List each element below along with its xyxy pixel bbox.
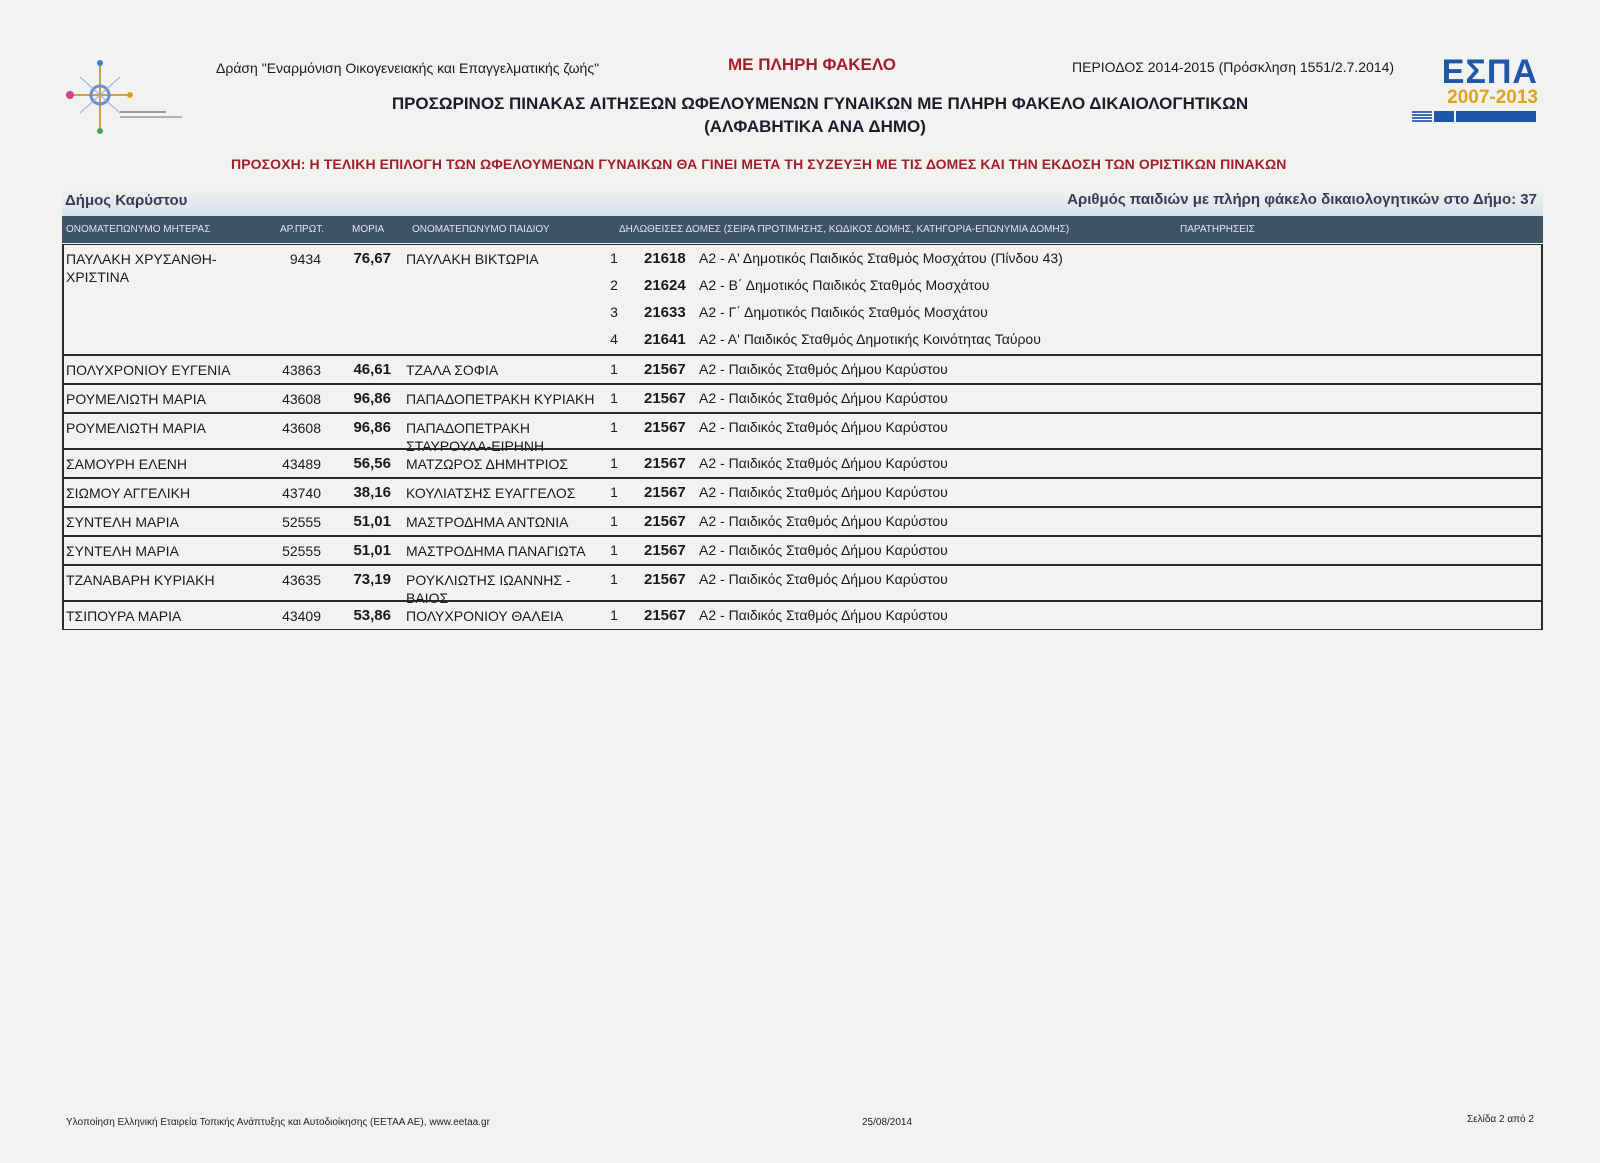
preference-order: 1 bbox=[610, 513, 618, 529]
footer-date: 25/08/2014 bbox=[862, 1117, 913, 1128]
protocol-number: 43608 bbox=[282, 420, 321, 436]
structure-code: 21567 bbox=[644, 390, 686, 407]
protocol-number: 43635 bbox=[282, 572, 321, 588]
structure-description: Α2 - Β΄ Δημοτικός Παιδικός Σταθμός Μοσχάτου bbox=[699, 277, 990, 293]
structure-code: 21624 bbox=[644, 277, 686, 294]
preference-order: 1 bbox=[610, 361, 618, 377]
period-text: ΠΕΡΙΟΔΟΣ 2014-2015 (Πρόσκληση 1551/2.7.2014) bbox=[1072, 59, 1395, 75]
table-row bbox=[62, 384, 1543, 413]
footer-implementer: Υλοποίηση Ελληνική Εταιρεία Τοπικής Ανάπτυξης και Αυτοδιοίκησης (ΕΕΤΑΑ ΑΕ), www.eetaa.gr bbox=[66, 1117, 490, 1128]
table-row bbox=[62, 244, 1543, 355]
preference-order: 1 bbox=[610, 607, 618, 623]
points-value: 76,67 bbox=[353, 250, 391, 267]
table-row bbox=[62, 601, 1543, 630]
points-value: 56,56 bbox=[353, 455, 391, 472]
col-points: ΜΟΡΙΑ bbox=[352, 224, 385, 235]
page-title bbox=[0, 92, 1600, 138]
structure-description: Α2 - Παιδικός Σταθμός Δήμου Καρύστου bbox=[699, 542, 948, 558]
preference-order: 1 bbox=[610, 419, 618, 435]
structure-description: Α2 - Παιδικός Σταθμός Δήμου Καρύστου bbox=[699, 571, 948, 587]
municipality-name: Δήμος Καρύστου bbox=[65, 192, 188, 209]
structure-description: Α2 - Παιδικός Σταθμός Δήμου Καρύστου bbox=[699, 419, 948, 435]
preference-order: 1 bbox=[610, 455, 618, 471]
structure-code: 21567 bbox=[644, 607, 686, 624]
structure-description: Α2 - Α' Παιδικός Σταθμός Δημοτικής Κοινότητας Ταύρου bbox=[699, 331, 1041, 347]
col-child: ΟΝΟΜΑΤΕΠΩΝΥΜΟ ΠΑΙΔΙΟΥ bbox=[412, 224, 550, 235]
structure-code: 21567 bbox=[644, 361, 686, 378]
preference-order: 1 bbox=[610, 571, 618, 587]
points-value: 96,86 bbox=[353, 390, 391, 407]
structure-description: Α2 - Γ΄ Δημοτικός Παιδικός Σταθμός Μοσχάτου bbox=[699, 304, 988, 320]
espa-years: 2007-2013 bbox=[1447, 87, 1538, 108]
structure-code: 21567 bbox=[644, 571, 686, 588]
mother-name: ΠΟΛΥΧΡΟΝΙΟΥ ΕΥΓΕΝΙΑ bbox=[66, 362, 231, 378]
structure-description: Α2 - Παιδικός Σταθμός Δήμου Καρύστου bbox=[699, 390, 948, 406]
structure-code: 21567 bbox=[644, 484, 686, 501]
mother-name: ΣΥΝΤΕΛΗ ΜΑΡΙΑ bbox=[66, 514, 179, 530]
structure-code: 21567 bbox=[644, 455, 686, 472]
child-name: ΜΑΤΖΩΡΟΣ ΔΗΜΗΤΡΙΟΣ bbox=[406, 456, 569, 472]
child-name: ΚΟΥΛΙΑΤΣΗΣ ΕΥΑΓΓΕΛΟΣ bbox=[406, 485, 576, 501]
warning-notice: ΠΡΟΣΟΧΗ: Η ΤΕΛΙΚΗ ΕΠΙΛΟΓΗ ΤΩΝ ΩΦΕΛΟΥΜΕΝΩΝ ΓΥΝΑΙΚΩΝ ΘΑ ΓΙΝΕΙ ΜΕΤΑ ΤΗ ΣΥΖΕΥΞΗ ΜΕ ΤΙΣ ΔΟΜΕΣ ΚΑΙ ΤΗΝ ΕΚΔΟΣΗ ΤΩΝ ΟΡΙΣΤΙΚΩΝ ΠΙΝΑΚΩΝ bbox=[231, 156, 1287, 172]
preference-order: 1 bbox=[610, 390, 618, 406]
mother-name: ΡΟΥΜΕΛΙΩΤΗ ΜΑΡΙΑ bbox=[66, 391, 206, 407]
col-mother: ΟΝΟΜΑΤΕΠΩΝΥΜΟ ΜΗΤΕΡΑΣ bbox=[66, 224, 211, 235]
title-line-1: ΠΡΟΣΩΡΙΝΟΣ ΠΙΝΑΚΑΣ ΑΙΤΗΣΕΩΝ ΩΦΕΛΟΥΜΕΝΩΝ ΓΥΝΑΙΚΩΝ ΜΕ ΠΛΗΡΗ ΦΑΚΕΛΟ ΔΙΚΑΙΟΛΟΓΗΤΙΚΩΝ bbox=[391, 94, 1249, 113]
child-name: ΤΖΑΛΑ ΣΟΦΙΑ bbox=[406, 362, 499, 378]
structure-description: Α2 - Παιδικός Σταθμός Δήμου Καρύστου bbox=[699, 361, 948, 377]
structure-code: 21567 bbox=[644, 542, 686, 559]
col-structures: ΔΗΛΩΘΕΙΣΕΣ ΔΟΜΕΣ (ΣΕΙΡΑ ΠΡΟΤΙΜΗΣΗΣ, ΚΩΔΙΚΟΣ ΔΟΜΗΣ, ΚΑΤΗΓΟΡΙΑ-ΕΠΩΝΥΜΙΑ ΔΟΜΗΣ) bbox=[619, 224, 1070, 235]
protocol-number: 52555 bbox=[282, 543, 321, 559]
mother-name: ΤΣΙΠΟΥΡΑ ΜΑΡΙΑ bbox=[66, 608, 182, 624]
structure-description: Α2 - Παιδικός Σταθμός Δήμου Καρύστου bbox=[699, 607, 948, 623]
protocol-number: 43740 bbox=[282, 485, 321, 501]
points-value: 96,86 bbox=[353, 419, 391, 436]
preference-order: 2 bbox=[610, 277, 618, 293]
mother-name: ΤΖΑΝΑΒΑΡΗ ΚΥΡΙΑΚΗ bbox=[66, 572, 215, 588]
structure-description: Α2 - Α' Δημοτικός Παιδικός Σταθμός Μοσχάτου (Πίνδου 43) bbox=[699, 250, 1063, 266]
preference-order: 1 bbox=[610, 542, 618, 558]
folder-title: ΜΕ ΠΛΗΡΗ ΦΑΚΕΛΟ bbox=[728, 55, 896, 74]
points-value: 73,19 bbox=[353, 571, 391, 588]
child-name: ΜΑΣΤΡΟΔΗΜΑ ΑΝΤΩΝΙΑ bbox=[406, 514, 569, 530]
children-count: Αριθμός παιδιών με πλήρη φάκελο δικαιολογητικών στο Δήμο: 37 bbox=[1067, 191, 1537, 208]
table-row bbox=[62, 536, 1543, 565]
footer-page-number: Σελίδα 2 από 2 bbox=[1467, 1114, 1534, 1125]
mother-name: ΠΑΥΛΑΚΗ ΧΡΥΣΑΝΘΗ-ΧΡΙΣΤΙΝΑ bbox=[66, 251, 217, 285]
structure-description: Α2 - Παιδικός Σταθμός Δήμου Καρύστου bbox=[699, 484, 948, 500]
title-line-2: (ΑΛΦΑΒΗΤΙΚΑ ΑΝΑ ΔΗΜΟ) bbox=[704, 117, 926, 136]
child-name: ΡΟΥΚΛΙΩΤΗΣ ΙΩΑΝΝΗΣ - ΒΑΙΟΣ bbox=[406, 572, 571, 606]
structure-code: 21618 bbox=[644, 250, 686, 267]
points-value: 46,61 bbox=[353, 361, 391, 378]
table-row bbox=[62, 449, 1543, 478]
table-row bbox=[62, 478, 1543, 507]
action-text: Δράση "Εναρμόνιση Οικογενειακής και Επαγγελματικής ζωής" bbox=[216, 60, 600, 76]
points-value: 38,16 bbox=[353, 484, 391, 501]
structure-code: 21567 bbox=[644, 419, 686, 436]
mother-name: ΣΙΩΜΟΥ ΑΓΓΕΛΙΚΗ bbox=[66, 485, 191, 501]
child-name: ΠΟΛΥΧΡΟΝΙΟΥ ΘΑΛΕΙΑ bbox=[406, 608, 564, 624]
table-row bbox=[62, 413, 1543, 454]
child-name: ΠΑΠΑΔΟΠΕΤΡΑΚΗ ΚΥΡΙΑΚΗ bbox=[406, 391, 595, 407]
col-notes: ΠΑΡΑΤΗΡΗΣΕΙΣ bbox=[1180, 224, 1255, 235]
preference-order: 3 bbox=[610, 304, 618, 320]
preference-order: 1 bbox=[610, 484, 618, 500]
protocol-number: 43489 bbox=[282, 456, 321, 472]
points-value: 51,01 bbox=[353, 513, 391, 530]
mother-name: ΡΟΥΜΕΛΙΩΤΗ ΜΑΡΙΑ bbox=[66, 420, 206, 436]
child-name: ΜΑΣΤΡΟΔΗΜΑ ΠΑΝΑΓΙΩΤΑ bbox=[406, 543, 586, 559]
municipality-bar bbox=[62, 188, 1543, 216]
child-name: ΠΑΠΑΔΟΠΕΤΡΑΚΗ ΣΤΑΥΡΟΥΛΑ-ΕΙΡΗΝΗ bbox=[406, 420, 545, 454]
preference-order: 4 bbox=[610, 331, 618, 347]
points-value: 53,86 bbox=[353, 607, 391, 624]
preference-order: 1 bbox=[610, 250, 618, 266]
protocol-number: 9434 bbox=[289, 251, 321, 267]
child-name: ΠΑΥΛΑΚΗ ΒΙΚΤΩΡΙΑ bbox=[406, 251, 539, 267]
structure-description: Α2 - Παιδικός Σταθμός Δήμου Καρύστου bbox=[699, 455, 948, 471]
mother-name: ΣΑΜΟΥΡΗ ΕΛΕΝΗ bbox=[66, 456, 188, 472]
structure-code: 21567 bbox=[644, 513, 686, 530]
protocol-number: 43863 bbox=[282, 362, 321, 378]
protocol-number: 43608 bbox=[282, 391, 321, 407]
structure-description: Α2 - Παιδικός Σταθμός Δήμου Καρύστου bbox=[699, 513, 948, 529]
points-value: 51,01 bbox=[353, 542, 391, 559]
table-row bbox=[62, 507, 1543, 536]
table-row bbox=[62, 355, 1543, 384]
table-header bbox=[62, 216, 1543, 243]
espa-name: ΕΣΠΑ bbox=[1441, 53, 1538, 91]
protocol-number: 43409 bbox=[282, 608, 321, 624]
protocol-number: 52555 bbox=[282, 514, 321, 530]
structure-code: 21633 bbox=[644, 304, 686, 321]
mother-name: ΣΥΝΤΕΛΗ ΜΑΡΙΑ bbox=[66, 543, 179, 559]
structure-code: 21641 bbox=[644, 331, 686, 348]
col-protocol: ΑΡ.ΠΡΩΤ. bbox=[280, 224, 324, 235]
table-row bbox=[62, 565, 1543, 606]
